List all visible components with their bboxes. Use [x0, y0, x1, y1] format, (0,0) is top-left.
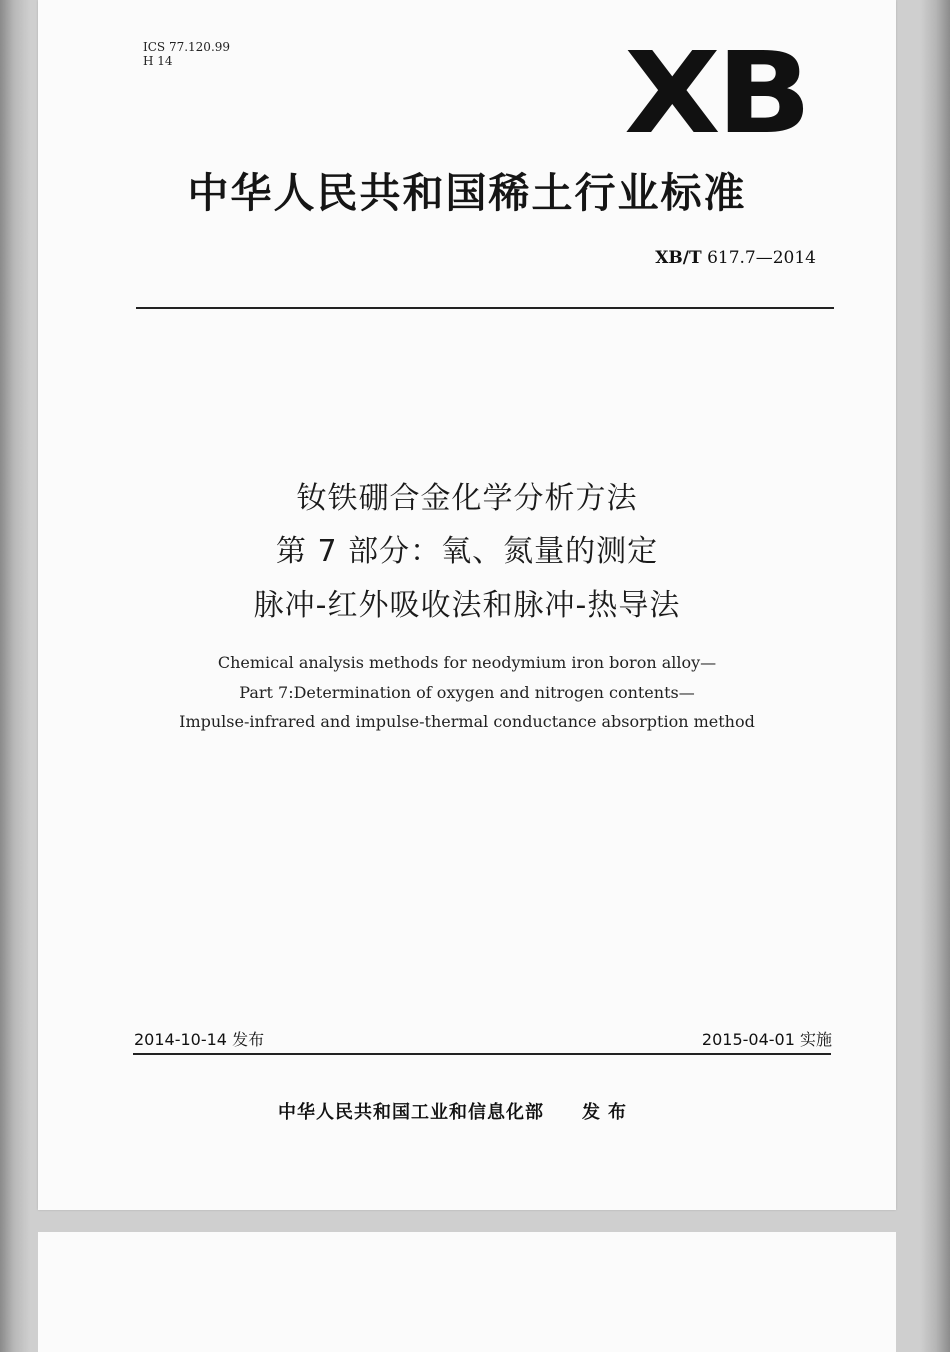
header-divider	[136, 307, 834, 309]
standard-number	[655, 248, 816, 268]
xb-logo: XB	[624, 29, 808, 159]
implementation-date: 2015-04-01 实施	[701, 1030, 832, 1049]
issue-date: 2014-10-14 发布	[134, 1030, 265, 1049]
classification-codes	[143, 40, 230, 68]
title-en-line-1: Chemical analysis methods for neodymium iron boron alloy—	[217, 653, 717, 672]
title-zh-line-3: 脉冲-红外吸收法和脉冲-热导法	[253, 588, 681, 623]
title-zh-line-1: 钕铁硼合金化学分析方法	[296, 481, 638, 516]
ccs-code: H 14	[143, 54, 173, 68]
ics-code: ICS 77.120.99	[143, 40, 231, 54]
publisher-action: 发布	[582, 1102, 634, 1123]
standard-number-prefix: XB/T	[655, 248, 702, 268]
title-en-line-3: Impulse-infrared and impulse-thermal conductance absorption method	[179, 712, 755, 731]
next-page-edge	[38, 1232, 896, 1352]
title-zh-line-2: 第 7 部分：氧、氮量的测定	[275, 534, 659, 569]
footer-divider	[133, 1053, 831, 1055]
standard-number-value: 617.7—2014	[707, 248, 816, 268]
standard-class-title: 中华人民共和国稀土行业标准	[187, 169, 747, 217]
document-page	[38, 0, 896, 1210]
publisher	[278, 1098, 634, 1124]
publisher-name: 中华人民共和国工业和信息化部	[278, 1102, 544, 1123]
title-en-line-2: Part 7:Determination of oxygen and nitrogen contents—	[239, 683, 695, 702]
